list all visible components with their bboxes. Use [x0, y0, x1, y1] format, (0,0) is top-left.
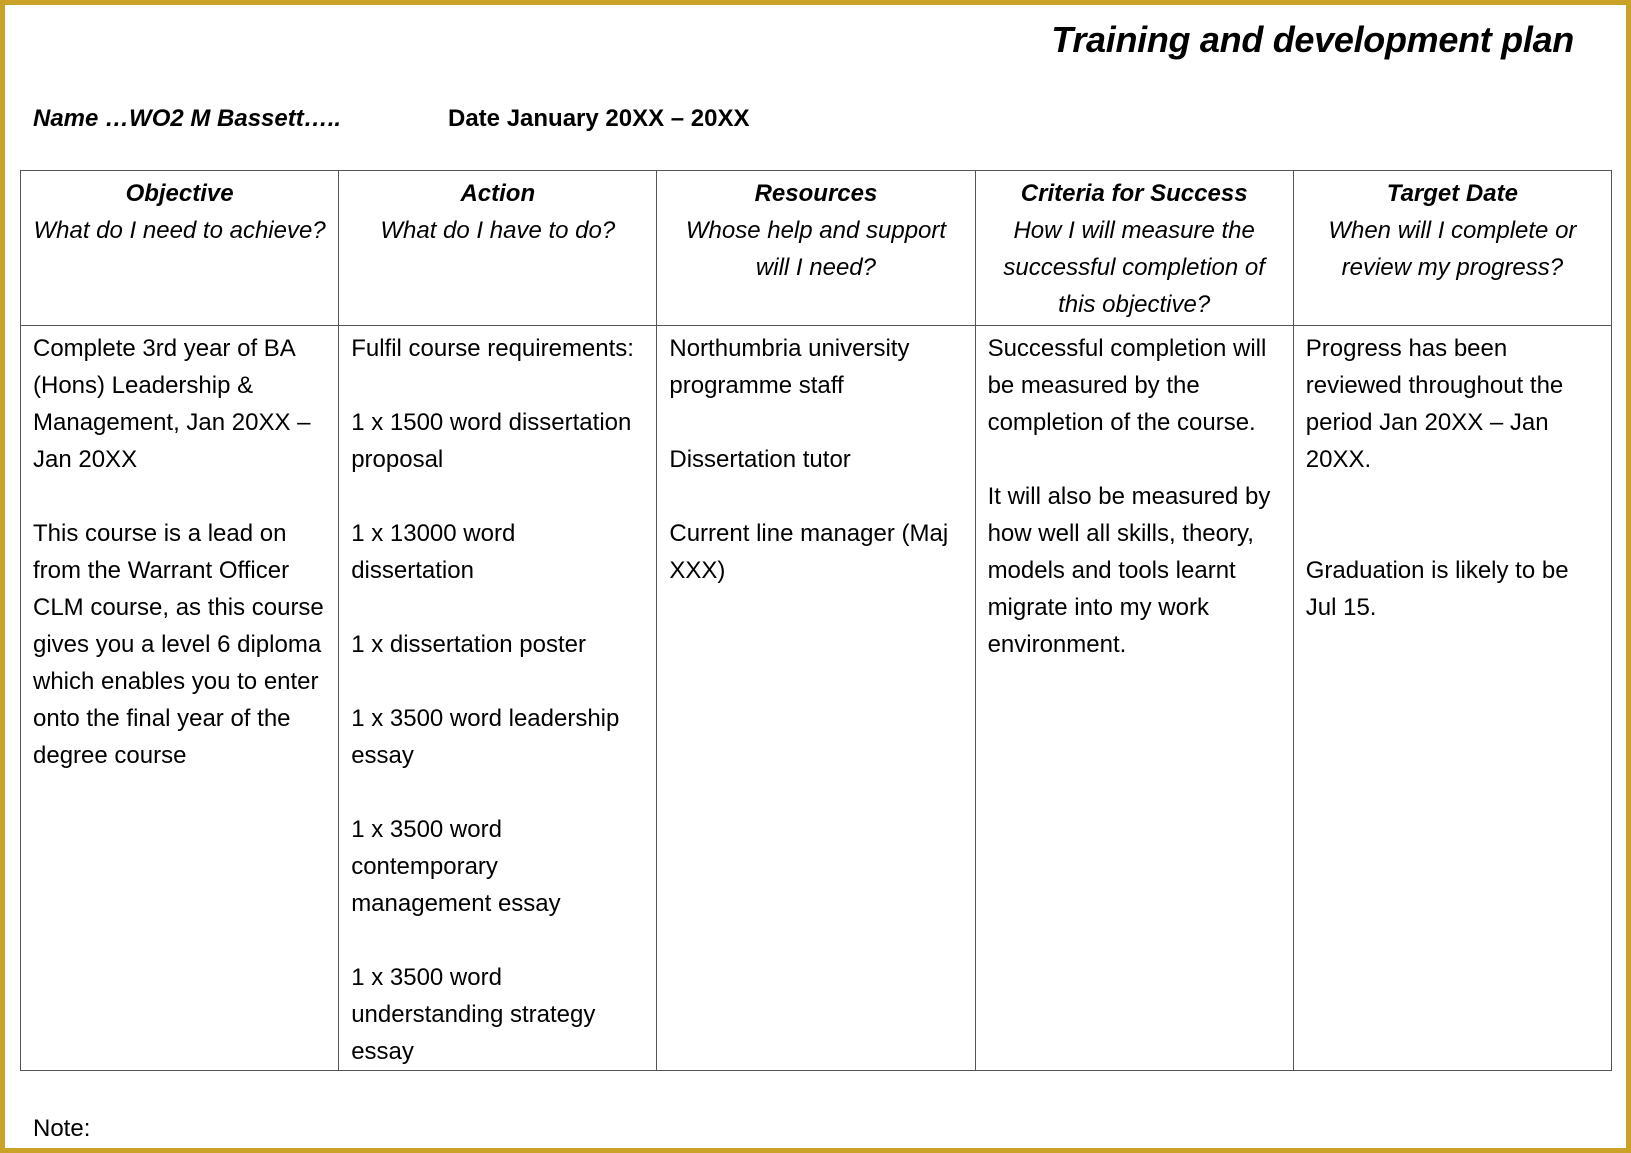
column-title: Criteria for Success — [1020, 180, 1248, 207]
column-title: Resources — [754, 180, 878, 207]
cell-paragraph: 1 x 3500 word understanding strategy essay — [351, 964, 596, 1065]
cell-paragraph: Graduation is likely to be Jul 15. — [1305, 557, 1569, 621]
cell-objective — [21, 326, 339, 1071]
document-title: Training and development plan — [1051, 19, 1574, 60]
header-meta — [33, 105, 750, 133]
date-field: Date January 20XX – 20XX — [448, 105, 750, 132]
column-title: Target Date — [1386, 180, 1518, 207]
cell-action — [339, 326, 657, 1071]
column-header-target-date — [1293, 171, 1611, 326]
cell-paragraph: Northumbria university programme staff — [669, 335, 910, 399]
cell-paragraph: 1 x 3500 word leadership essay — [351, 705, 620, 769]
cell-paragraph: Dissertation tutor — [669, 446, 851, 473]
note-label: Note: — [33, 1115, 91, 1142]
cell-paragraph: Current line manager (Maj XXX) — [669, 520, 949, 584]
column-subtitle: What do I have to do? — [380, 217, 616, 244]
cell-resources — [657, 326, 975, 1071]
cell-paragraph: This course is a lead on from the Warrant Officer CLM course, as this course gives you a level 6 diploma which enables you to enter onto the final year of the degree course — [33, 520, 324, 769]
column-subtitle: When will I complete or review my progress? — [1328, 217, 1577, 281]
cell-paragraph: Fulfil course requirements: — [351, 335, 634, 362]
cell-paragraph: Progress has been reviewed throughout the period Jan 20XX – Jan 20XX. — [1305, 335, 1564, 473]
cell-target-date — [1293, 326, 1611, 1071]
cell-paragraph: 1 x dissertation poster — [351, 631, 586, 658]
column-title: Objective — [125, 180, 234, 207]
cell-paragraph: It will also be measured by how well all skills, theory, models and tools learnt migrate into my work environment. — [987, 483, 1271, 658]
plan-table — [20, 170, 1612, 1071]
column-subtitle: What do I need to achieve? — [33, 217, 326, 244]
cell-paragraph: Successful completion will be measured by the completion of the course. — [987, 335, 1267, 436]
column-header-criteria — [975, 171, 1293, 326]
column-header-action — [339, 171, 657, 326]
column-header-objective — [21, 171, 339, 326]
cell-paragraph: Complete 3rd year of BA (Hons) Leadership & Management, Jan 20XX – Jan 20XX — [33, 335, 311, 473]
cell-paragraph: 1 x 13000 word dissertation — [351, 520, 516, 584]
column-header-resources — [657, 171, 975, 326]
cell-criteria — [975, 326, 1293, 1071]
column-title: Action — [460, 180, 536, 207]
header-row — [21, 171, 1612, 326]
cell-paragraph: 1 x 3500 word contemporary management essay — [351, 816, 561, 917]
name-field: Name …WO2 M Bassett….. — [33, 105, 342, 132]
column-subtitle: Whose help and support will I need? — [685, 217, 947, 281]
column-subtitle: How I will measure the successful completion of this objective? — [1003, 217, 1265, 318]
cell-paragraph: 1 x 1500 word dissertation proposal — [351, 409, 632, 473]
table-row — [21, 326, 1612, 1071]
